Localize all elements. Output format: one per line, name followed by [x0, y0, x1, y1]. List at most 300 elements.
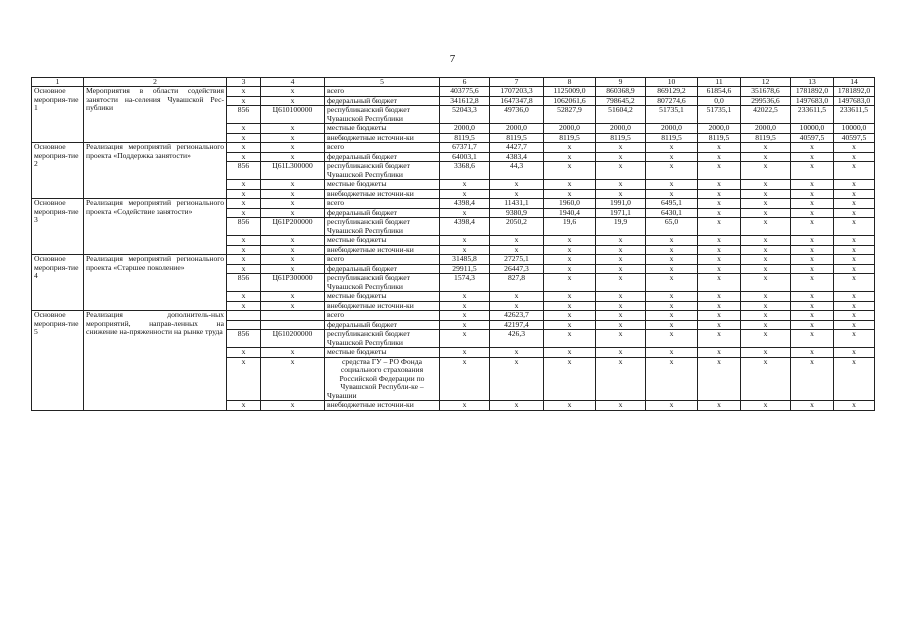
value-cell: х	[741, 320, 791, 330]
event-description: Реализация мероприятий регионального проекта «Поддержка занятости»	[84, 143, 227, 199]
admin-code-cell: х	[227, 87, 261, 97]
value-cell: х	[834, 180, 875, 190]
budget-classification-cell: х	[261, 357, 325, 401]
budget-classification-cell: х	[261, 236, 325, 246]
value-cell: х	[791, 208, 834, 218]
budget-classification-cell: х	[261, 208, 325, 218]
value-cell: х	[741, 189, 791, 199]
value-cell: 2000,0	[646, 124, 698, 134]
value-cell: х	[596, 255, 646, 265]
value-cell: 8119,5	[440, 133, 490, 143]
value-cell: 65,0	[646, 218, 698, 236]
value-cell: х	[791, 152, 834, 162]
value-cell: х	[834, 199, 875, 209]
admin-code-cell: 856	[227, 274, 261, 292]
value-cell: х	[440, 180, 490, 190]
value-cell: х	[544, 143, 596, 153]
value-cell: х	[596, 236, 646, 246]
value-cell: х	[596, 292, 646, 302]
value-cell: 2000,0	[490, 124, 544, 134]
value-cell: 798645,2	[596, 96, 646, 106]
value-cell: 4398,4	[440, 218, 490, 236]
value-cell: х	[544, 401, 596, 411]
value-cell: х	[646, 292, 698, 302]
column-number-7: 7	[490, 78, 544, 87]
admin-code-cell: х	[227, 143, 261, 153]
value-cell: х	[791, 320, 834, 330]
value-cell: х	[646, 357, 698, 401]
budget-table	[31, 77, 875, 411]
column-number-2: 2	[84, 78, 227, 87]
budget-classification-cell: х	[261, 199, 325, 209]
value-cell: х	[440, 311, 490, 321]
value-cell: х	[741, 218, 791, 236]
value-cell: х	[791, 264, 834, 274]
value-cell: х	[596, 301, 646, 311]
funding-source-cell: федеральный бюджет	[325, 96, 440, 106]
budget-classification-cell: х	[261, 133, 325, 143]
budget-classification-cell: Ц61L300000	[261, 162, 325, 180]
value-cell: х	[791, 357, 834, 401]
admin-code-cell: х	[227, 124, 261, 134]
value-cell: х	[834, 301, 875, 311]
value-cell: х	[791, 245, 834, 255]
budget-classification-cell: х	[261, 245, 325, 255]
value-cell: 860368,9	[596, 87, 646, 97]
value-cell: х	[741, 236, 791, 246]
value-cell: х	[791, 311, 834, 321]
value-cell: х	[834, 236, 875, 246]
value-cell: х	[791, 274, 834, 292]
value-cell: 51735,1	[646, 106, 698, 124]
value-cell: х	[741, 357, 791, 401]
value-cell: х	[646, 162, 698, 180]
value-cell: х	[834, 311, 875, 321]
value-cell: х	[791, 255, 834, 265]
event-label: Основное мероприя-тие 5	[32, 311, 84, 411]
value-cell: х	[791, 199, 834, 209]
funding-source-cell: внебюджетные источни-ки	[325, 133, 440, 143]
admin-code-cell	[227, 320, 261, 330]
value-cell: х	[834, 255, 875, 265]
value-cell: х	[698, 320, 741, 330]
funding-source-cell: местные бюджеты	[325, 124, 440, 134]
value-cell: 426,3	[490, 330, 544, 348]
budget-classification-cell	[261, 320, 325, 330]
value-cell: х	[791, 236, 834, 246]
value-cell: х	[698, 292, 741, 302]
value-cell: 40597,5	[791, 133, 834, 143]
value-cell: х	[646, 189, 698, 199]
value-cell: 1707203,3	[490, 87, 544, 97]
value-cell: 1781892,0	[791, 87, 834, 97]
value-cell: х	[741, 208, 791, 218]
value-cell: х	[596, 320, 646, 330]
value-cell: 3368,6	[440, 162, 490, 180]
value-cell: х	[698, 180, 741, 190]
admin-code-cell: 856	[227, 162, 261, 180]
value-cell: х	[698, 357, 741, 401]
budget-classification-cell: х	[261, 255, 325, 265]
value-cell: 51735,1	[698, 106, 741, 124]
value-cell: х	[490, 292, 544, 302]
value-cell: х	[791, 162, 834, 180]
value-cell: х	[791, 218, 834, 236]
value-cell: 4398,4	[440, 199, 490, 209]
value-cell: 2000,0	[698, 124, 741, 134]
value-cell: 2000,0	[741, 124, 791, 134]
budget-classification-cell: Ц610100000	[261, 106, 325, 124]
admin-code-cell: х	[227, 264, 261, 274]
admin-code-cell: х	[227, 152, 261, 162]
value-cell: 1497683,0	[834, 96, 875, 106]
value-cell: х	[741, 301, 791, 311]
value-cell: 10000,0	[834, 124, 875, 134]
value-cell: 49736,0	[490, 106, 544, 124]
value-cell: х	[741, 274, 791, 292]
event-description: Мероприятия в области содействия занятости на-селения Чувашской Рес-публики	[84, 87, 227, 143]
value-cell: х	[791, 348, 834, 358]
value-cell: х	[646, 320, 698, 330]
value-cell: 1125009,0	[544, 87, 596, 97]
value-cell: х	[646, 236, 698, 246]
value-cell: х	[490, 189, 544, 199]
value-cell: х	[698, 199, 741, 209]
value-cell: 42197,4	[490, 320, 544, 330]
value-cell: х	[646, 401, 698, 411]
value-cell: х	[698, 143, 741, 153]
value-cell: х	[741, 162, 791, 180]
funding-source-cell: внебюджетные источни-ки	[325, 189, 440, 199]
value-cell: 27275,1	[490, 255, 544, 265]
funding-source-cell: республиканский бюджет Чувашской Республики	[325, 106, 440, 124]
admin-code-cell: х	[227, 189, 261, 199]
admin-code-cell: 856	[227, 106, 261, 124]
event-label: Основное мероприя-тие 1	[32, 87, 84, 143]
value-cell: х	[791, 292, 834, 302]
table-row	[32, 143, 875, 153]
value-cell: х	[544, 292, 596, 302]
value-cell: х	[596, 357, 646, 401]
admin-code-cell: 856	[227, 218, 261, 236]
value-cell: х	[596, 348, 646, 358]
value-cell: 6430,1	[646, 208, 698, 218]
value-cell: 29911,5	[440, 264, 490, 274]
value-cell: х	[440, 292, 490, 302]
value-cell: 8119,5	[544, 133, 596, 143]
value-cell: 233611,5	[834, 106, 875, 124]
column-number-14: 14	[834, 78, 875, 87]
value-cell: 8119,5	[596, 133, 646, 143]
value-cell: 1062061,6	[544, 96, 596, 106]
value-cell: х	[490, 357, 544, 401]
value-cell: х	[544, 189, 596, 199]
funding-source-cell: федеральный бюджет	[325, 320, 440, 330]
value-cell: х	[698, 348, 741, 358]
column-number-1: 1	[32, 78, 84, 87]
value-cell: х	[440, 208, 490, 218]
value-cell: х	[490, 236, 544, 246]
value-cell: х	[698, 255, 741, 265]
admin-code-cell: х	[227, 96, 261, 106]
value-cell: х	[544, 330, 596, 348]
table-row	[32, 199, 875, 209]
value-cell: х	[834, 189, 875, 199]
value-cell: х	[791, 189, 834, 199]
value-cell: 299536,6	[741, 96, 791, 106]
value-cell: 2000,0	[596, 124, 646, 134]
budget-classification-cell: х	[261, 180, 325, 190]
value-cell: х	[791, 401, 834, 411]
value-cell: х	[440, 301, 490, 311]
admin-code-cell: х	[227, 255, 261, 265]
budget-classification-cell: Ц61Р200000	[261, 218, 325, 236]
value-cell: 11431,1	[490, 199, 544, 209]
value-cell: х	[646, 180, 698, 190]
value-cell: х	[440, 348, 490, 358]
value-cell: 1781892,0	[834, 87, 875, 97]
funding-source-cell: всего	[325, 255, 440, 265]
value-cell: х	[544, 264, 596, 274]
value-cell: х	[741, 348, 791, 358]
value-cell: 1971,1	[596, 208, 646, 218]
value-cell: х	[646, 348, 698, 358]
value-cell: 807274,6	[646, 96, 698, 106]
funding-source-cell: республиканский бюджет Чувашской Республики	[325, 330, 440, 348]
value-cell: х	[834, 348, 875, 358]
column-number-13: 13	[791, 78, 834, 87]
value-cell: х	[440, 357, 490, 401]
column-number-3: 3	[227, 78, 261, 87]
value-cell: 1497683,0	[791, 96, 834, 106]
value-cell: х	[490, 348, 544, 358]
column-number-11: 11	[698, 78, 741, 87]
value-cell: х	[834, 162, 875, 180]
value-cell: 52827,9	[544, 106, 596, 124]
funding-source-cell: всего	[325, 199, 440, 209]
value-cell: 8119,5	[646, 133, 698, 143]
value-cell: х	[834, 320, 875, 330]
value-cell: х	[741, 330, 791, 348]
value-cell: 31485,8	[440, 255, 490, 265]
budget-classification-cell: х	[261, 401, 325, 411]
value-cell: 1960,0	[544, 199, 596, 209]
value-cell: х	[646, 255, 698, 265]
funding-source-cell: республиканский бюджет Чувашской Республики	[325, 218, 440, 236]
value-cell: 40597,5	[834, 133, 875, 143]
funding-source-cell: местные бюджеты	[325, 292, 440, 302]
value-cell: х	[741, 245, 791, 255]
column-number-9: 9	[596, 78, 646, 87]
value-cell: 6495,1	[646, 199, 698, 209]
value-cell: 64003,1	[440, 152, 490, 162]
value-cell: х	[741, 143, 791, 153]
event-label: Основное мероприя-тие 3	[32, 199, 84, 255]
value-cell: х	[490, 401, 544, 411]
admin-code-cell: х	[227, 199, 261, 209]
value-cell: х	[596, 330, 646, 348]
budget-classification-cell: х	[261, 124, 325, 134]
funding-source-cell: всего	[325, 143, 440, 153]
value-cell: 4427,7	[490, 143, 544, 153]
value-cell: х	[646, 301, 698, 311]
funding-source-cell: средства ГУ – РО Фонда социального страхования Российской Федерации по Чувашской Республи-ке – Чувашии	[325, 357, 440, 401]
budget-classification-cell	[261, 311, 325, 321]
event-description: Реализация мероприятий регионального проекта «Старшее поколение»	[84, 255, 227, 311]
value-cell: х	[698, 301, 741, 311]
table-row	[32, 255, 875, 265]
value-cell: 1991,0	[596, 199, 646, 209]
value-cell: х	[698, 245, 741, 255]
value-cell: х	[596, 264, 646, 274]
value-cell: 233611,5	[791, 106, 834, 124]
budget-classification-cell: х	[261, 301, 325, 311]
value-cell: х	[791, 180, 834, 190]
budget-classification-cell: Ц610200000	[261, 330, 325, 348]
value-cell: 2000,0	[440, 124, 490, 134]
value-cell: х	[596, 274, 646, 292]
admin-code-cell: х	[227, 133, 261, 143]
value-cell: 4383,4	[490, 152, 544, 162]
value-cell: х	[490, 180, 544, 190]
value-cell: х	[834, 143, 875, 153]
funding-source-cell: федеральный бюджет	[325, 152, 440, 162]
event-label: Основное мероприя-тие 4	[32, 255, 84, 311]
value-cell: х	[544, 162, 596, 180]
value-cell: х	[834, 401, 875, 411]
value-cell: х	[544, 255, 596, 265]
value-cell: 2000,0	[544, 124, 596, 134]
value-cell: х	[834, 274, 875, 292]
value-cell: 42022,5	[741, 106, 791, 124]
value-cell: х	[544, 348, 596, 358]
value-cell: х	[544, 357, 596, 401]
value-cell: х	[646, 264, 698, 274]
value-cell: х	[741, 401, 791, 411]
admin-code-cell: 856	[227, 330, 261, 348]
value-cell: 8119,5	[698, 133, 741, 143]
value-cell: х	[440, 401, 490, 411]
page-number: 7	[449, 53, 456, 65]
value-cell: х	[698, 236, 741, 246]
value-cell: х	[544, 311, 596, 321]
value-cell: 8119,5	[741, 133, 791, 143]
value-cell: 67371,7	[440, 143, 490, 153]
funding-source-cell: всего	[325, 311, 440, 321]
value-cell: 44,3	[490, 162, 544, 180]
value-cell: х	[741, 292, 791, 302]
value-cell: х	[834, 292, 875, 302]
value-cell: х	[741, 199, 791, 209]
value-cell: х	[698, 311, 741, 321]
value-cell: х	[440, 330, 490, 348]
value-cell: 351678,6	[741, 87, 791, 97]
value-cell: 61854,6	[698, 87, 741, 97]
value-cell: х	[596, 162, 646, 180]
value-cell: х	[791, 330, 834, 348]
value-cell: х	[741, 264, 791, 274]
admin-code-cell: х	[227, 357, 261, 401]
value-cell: х	[596, 189, 646, 199]
budget-classification-cell: х	[261, 96, 325, 106]
value-cell: х	[698, 162, 741, 180]
column-number-4: 4	[261, 78, 325, 87]
value-cell: х	[741, 180, 791, 190]
value-cell: х	[440, 189, 490, 199]
value-cell: х	[834, 152, 875, 162]
value-cell: 19,6	[544, 218, 596, 236]
value-cell: х	[834, 357, 875, 401]
value-cell: х	[596, 245, 646, 255]
table-row	[32, 311, 875, 321]
event-description: Реализация дополнитель-ных мероприятий, направ-ленных на снижение на-пряженности на рынке труда	[84, 311, 227, 411]
budget-classification-cell: х	[261, 264, 325, 274]
value-cell: х	[544, 152, 596, 162]
value-cell: х	[646, 152, 698, 162]
value-cell: х	[544, 301, 596, 311]
value-cell: х	[698, 208, 741, 218]
funding-source-cell: внебюджетные источни-ки	[325, 401, 440, 411]
value-cell: 827,8	[490, 274, 544, 292]
value-cell: 2050,2	[490, 218, 544, 236]
funding-source-cell: внебюджетные источни-ки	[325, 301, 440, 311]
funding-source-cell: местные бюджеты	[325, 180, 440, 190]
budget-classification-cell: х	[261, 143, 325, 153]
value-cell: 1647347,8	[490, 96, 544, 106]
value-cell: 8119,5	[490, 133, 544, 143]
budget-classification-cell: х	[261, 292, 325, 302]
admin-code-cell: х	[227, 301, 261, 311]
header-row	[32, 78, 875, 87]
value-cell: х	[596, 401, 646, 411]
value-cell: х	[544, 245, 596, 255]
value-cell: х	[741, 152, 791, 162]
admin-code-cell: х	[227, 180, 261, 190]
value-cell: 52043,3	[440, 106, 490, 124]
event-label: Основное мероприя-тие 2	[32, 143, 84, 199]
funding-source-cell: республиканский бюджет Чувашской Республики	[325, 162, 440, 180]
value-cell: х	[490, 301, 544, 311]
value-cell: 0,0	[698, 96, 741, 106]
value-cell: 341612,8	[440, 96, 490, 106]
budget-classification-cell: х	[261, 348, 325, 358]
admin-code-cell	[227, 311, 261, 321]
value-cell: х	[834, 245, 875, 255]
value-cell: х	[596, 152, 646, 162]
value-cell: х	[440, 320, 490, 330]
admin-code-cell: х	[227, 401, 261, 411]
value-cell: х	[698, 274, 741, 292]
value-cell: х	[646, 245, 698, 255]
value-cell: х	[791, 143, 834, 153]
value-cell: х	[741, 255, 791, 265]
value-cell: х	[698, 264, 741, 274]
column-number-5: 5	[325, 78, 440, 87]
admin-code-cell: х	[227, 236, 261, 246]
value-cell: х	[698, 152, 741, 162]
funding-source-cell: федеральный бюджет	[325, 264, 440, 274]
value-cell: х	[741, 311, 791, 321]
value-cell: х	[440, 245, 490, 255]
admin-code-cell: х	[227, 348, 261, 358]
value-cell: 19,9	[596, 218, 646, 236]
funding-source-cell: местные бюджеты	[325, 348, 440, 358]
funding-source-cell: федеральный бюджет	[325, 208, 440, 218]
admin-code-cell: х	[227, 245, 261, 255]
funding-source-cell: всего	[325, 87, 440, 97]
value-cell: х	[596, 143, 646, 153]
column-number-10: 10	[646, 78, 698, 87]
